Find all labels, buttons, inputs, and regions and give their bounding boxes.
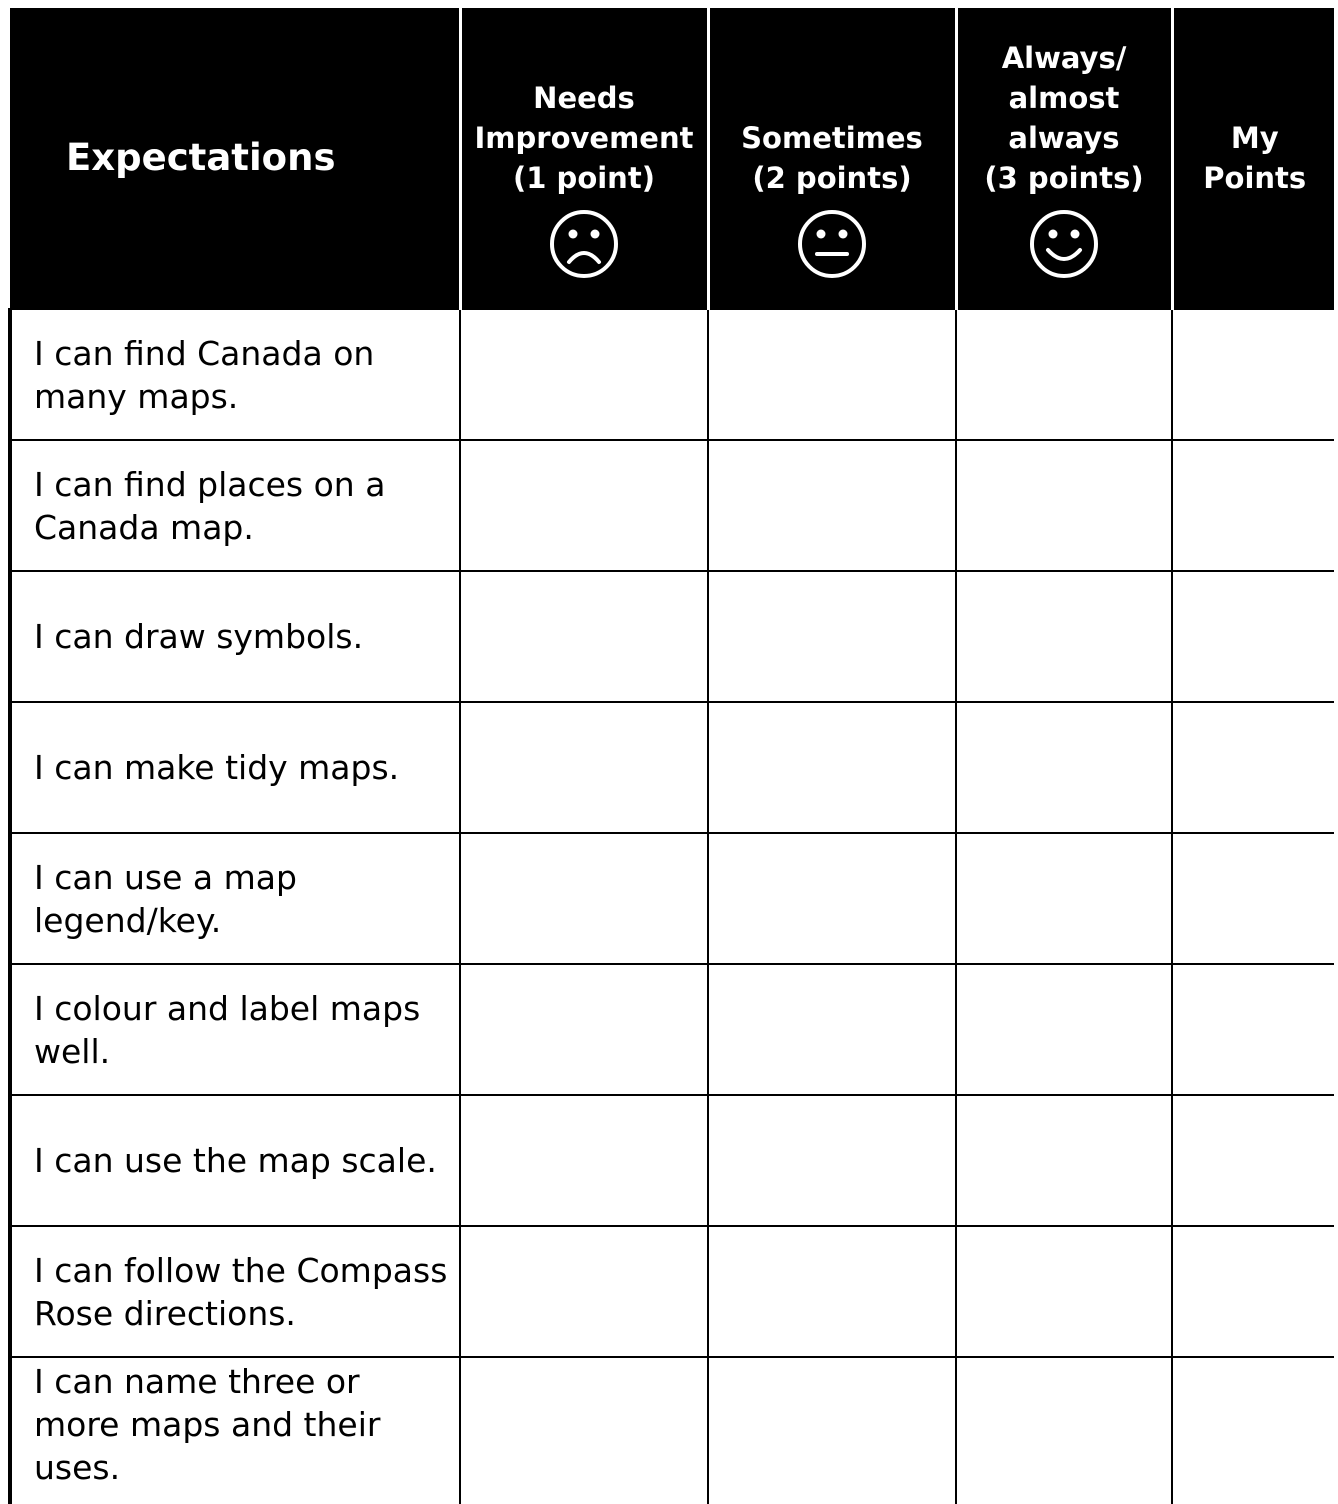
needs-improvement-label-line-3: (1 point) xyxy=(513,161,655,195)
table-row xyxy=(10,1095,1334,1226)
sometimes-cell[interactable] xyxy=(708,1226,956,1357)
my-points-cell[interactable] xyxy=(1172,1095,1334,1226)
neutral-face-icon xyxy=(796,208,868,280)
needs-improvement-label xyxy=(462,8,707,208)
my-points-cell[interactable] xyxy=(1172,1357,1334,1504)
table-row xyxy=(10,833,1334,964)
needs-improvement-cell[interactable] xyxy=(460,1357,708,1504)
sometimes-cell[interactable] xyxy=(708,702,956,833)
always-label-line-3: always xyxy=(1008,121,1120,155)
sometimes-label-line-1: Sometimes xyxy=(741,121,923,155)
always-label-line-4: (3 points) xyxy=(984,161,1144,195)
always-cell[interactable] xyxy=(956,702,1172,833)
sometimes-cell[interactable] xyxy=(708,440,956,571)
needs-improvement-header xyxy=(460,8,708,309)
always-cell[interactable] xyxy=(956,440,1172,571)
always-cell[interactable] xyxy=(956,309,1172,440)
table-row xyxy=(10,702,1334,833)
sometimes-cell[interactable] xyxy=(708,1357,956,1504)
expectation-text: I can find Canada on many maps. xyxy=(10,309,460,440)
happy-face-icon xyxy=(1028,208,1100,280)
sometimes-cell[interactable] xyxy=(708,309,956,440)
sometimes-label xyxy=(710,8,955,208)
always-cell[interactable] xyxy=(956,1226,1172,1357)
my-points-label-line-2: Points xyxy=(1203,161,1307,195)
sometimes-cell[interactable] xyxy=(708,964,956,1095)
needs-improvement-label-line-2: Improvement xyxy=(474,121,694,155)
table-row xyxy=(10,440,1334,571)
expectation-text: I can name three or more maps and their uses. xyxy=(10,1357,460,1504)
sometimes-cell[interactable] xyxy=(708,571,956,702)
my-points-label-line-1: My xyxy=(1230,121,1279,155)
rubric-body xyxy=(10,309,1334,1504)
table-row xyxy=(10,964,1334,1095)
my-points-cell[interactable] xyxy=(1172,964,1334,1095)
needs-improvement-cell[interactable] xyxy=(460,571,708,702)
expectation-text: I colour and label maps well. xyxy=(10,964,460,1095)
expectation-text: I can use a map legend/key. xyxy=(10,833,460,964)
rubric-header xyxy=(10,8,1334,309)
self-assessment-rubric-table xyxy=(8,8,1334,1504)
needs-improvement-cell[interactable] xyxy=(460,702,708,833)
always-cell[interactable] xyxy=(956,1357,1172,1504)
expectation-text: I can use the map scale. xyxy=(10,1095,460,1226)
needs-improvement-cell[interactable] xyxy=(460,1226,708,1357)
expectation-text: I can follow the Compass Rose directions. xyxy=(10,1226,460,1357)
my-points-header xyxy=(1172,8,1334,309)
always-label-line-1: Always/ xyxy=(1001,41,1127,75)
table-row xyxy=(10,1357,1334,1504)
needs-improvement-cell[interactable] xyxy=(460,309,708,440)
sometimes-cell[interactable] xyxy=(708,1095,956,1226)
sometimes-label-line-2: (2 points) xyxy=(752,161,912,195)
sad-face-icon xyxy=(548,208,620,280)
needs-improvement-cell[interactable] xyxy=(460,964,708,1095)
always-cell[interactable] xyxy=(956,1095,1172,1226)
my-points-cell[interactable] xyxy=(1172,702,1334,833)
my-points-cell[interactable] xyxy=(1172,833,1334,964)
table-row xyxy=(10,309,1334,440)
expectations-header: Expectations xyxy=(10,8,460,309)
needs-improvement-cell[interactable] xyxy=(460,440,708,571)
needs-improvement-cell[interactable] xyxy=(460,833,708,964)
always-label xyxy=(958,8,1171,208)
always-label-line-2: almost xyxy=(1008,81,1120,115)
always-cell[interactable] xyxy=(956,833,1172,964)
my-points-cell[interactable] xyxy=(1172,571,1334,702)
table-row xyxy=(10,1226,1334,1357)
needs-improvement-cell[interactable] xyxy=(460,1095,708,1226)
sometimes-cell[interactable] xyxy=(708,833,956,964)
always-cell[interactable] xyxy=(956,571,1172,702)
rubric-sheet xyxy=(8,8,1334,1504)
always-header xyxy=(956,8,1172,309)
sometimes-header xyxy=(708,8,956,309)
expectation-text: I can make tidy maps. xyxy=(10,702,460,833)
expectation-text: I can find places on a Canada map. xyxy=(10,440,460,571)
needs-improvement-label-line-1: Needs xyxy=(533,81,635,115)
header-row xyxy=(10,8,1334,309)
my-points-cell[interactable] xyxy=(1172,309,1334,440)
always-cell[interactable] xyxy=(956,964,1172,1095)
my-points-cell[interactable] xyxy=(1172,1226,1334,1357)
expectation-text: I can draw symbols. xyxy=(10,571,460,702)
table-row xyxy=(10,571,1334,702)
my-points-cell[interactable] xyxy=(1172,440,1334,571)
